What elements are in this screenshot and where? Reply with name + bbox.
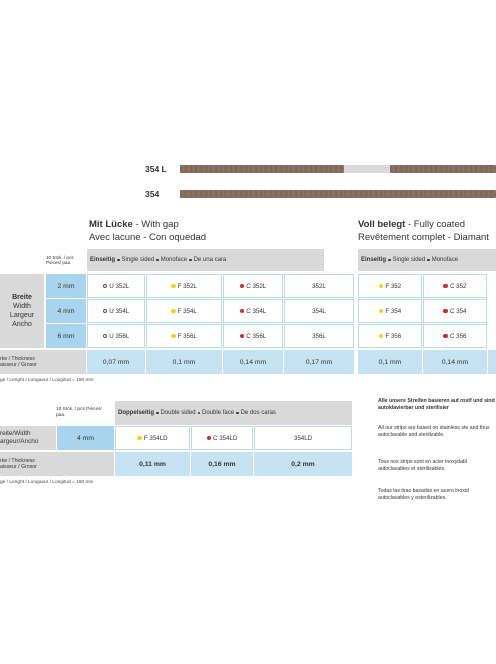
double-thickness-label: rke / Thickness aisseur / Grosor bbox=[0, 452, 114, 476]
double-thickness-02: 0,2 mm bbox=[254, 452, 352, 476]
info-es: Todas las tiras basadas en acero inoxid autoclavables y esterilizables. bbox=[378, 488, 469, 501]
strip-354l-label: 354 L bbox=[145, 164, 167, 174]
cell-354l: 354L bbox=[284, 299, 354, 323]
cell-c356: C 356 bbox=[423, 324, 487, 348]
coated-section-title: Voll belegt - Fully coated bbox=[358, 219, 466, 230]
cell-352l: 352L bbox=[284, 274, 354, 298]
info-en: All our strips are based on stainless ste and thus autoclavable and sterilizable. bbox=[378, 425, 490, 438]
double-header: Doppelseitig Double sided Double face De dos caras bbox=[115, 401, 352, 425]
size-6mm: 6 mm bbox=[46, 324, 86, 348]
thickness-007: 0,07 mm bbox=[87, 350, 145, 374]
width-label: Breite Width Largeur Ancho bbox=[0, 274, 44, 348]
cell-c352l: C 352L bbox=[223, 274, 283, 298]
info-de: Alle unsere Streifen basieren auf rostf und sind autoklavierbar und sterilisier bbox=[378, 398, 495, 411]
cell-f354ld: F 354LD bbox=[115, 426, 190, 450]
coated-header: Einseitig Single sided Monoface bbox=[358, 249, 496, 271]
thickness-01: 0,1 mm bbox=[146, 350, 222, 374]
cell-u354l: U 354L bbox=[87, 299, 145, 323]
strip-354l bbox=[180, 165, 344, 173]
gap-section-subtitle: Avec lacune - Con oquedad bbox=[89, 232, 207, 243]
cell-f356: F 356 bbox=[358, 324, 422, 348]
size-4mm: 4 mm bbox=[46, 299, 86, 323]
coated-thickness-edge bbox=[488, 350, 496, 374]
thickness-017: 0,17 mm bbox=[284, 350, 354, 374]
cell-f356l: F 356L bbox=[146, 324, 222, 348]
cell-c352: C 352 bbox=[423, 274, 487, 298]
cell-u352l: U 352L bbox=[87, 274, 145, 298]
pcs-label: 10 Stck. / pcs Pièces/ paa. bbox=[46, 249, 86, 271]
info-fr: Tous nos strips sont en acier inoxydabl autoclavables et stérilisables. bbox=[378, 459, 468, 472]
strip-354l-end bbox=[390, 165, 496, 173]
cell-f354l: F 354L bbox=[146, 299, 222, 323]
double-thickness-011: 0,11 mm bbox=[115, 452, 190, 476]
double-pcs-label: 10 Stck. / pcs Pièces/ paa. bbox=[56, 401, 111, 425]
gap-header: Einseitig Single sided Monoface De una cara bbox=[87, 249, 324, 271]
strip-354-label: 354 bbox=[145, 189, 160, 199]
thickness-014: 0,14 mm bbox=[223, 350, 283, 374]
cell-f352: F 352 bbox=[358, 274, 422, 298]
coated-section-subtitle: Revêtement complet - Diamant bbox=[358, 232, 489, 243]
cell-f352l: F 352L bbox=[146, 274, 222, 298]
coated-thickness-014: 0,14 mm bbox=[423, 350, 487, 374]
strip-354 bbox=[180, 190, 496, 198]
coated-thickness-01: 0,1 mm bbox=[358, 350, 422, 374]
strip-354l-gap bbox=[344, 165, 390, 173]
thickness-label: rke / Thickness aisseur / Grosor bbox=[0, 350, 86, 374]
size-2mm: 2 mm bbox=[46, 274, 86, 298]
length-note: ge / Lenght / Longueur / Longitud = 150 mm bbox=[0, 378, 94, 383]
cell-c354ld: C 354LD bbox=[191, 426, 253, 450]
cell-c354: C 354 bbox=[423, 299, 487, 323]
cell-356l: 356L bbox=[284, 324, 354, 348]
cell-u356l: U 356L bbox=[87, 324, 145, 348]
cell-f354: F 354 bbox=[358, 299, 422, 323]
double-size: 4 mm bbox=[57, 426, 114, 450]
gap-section-title: Mit Lücke - With gap bbox=[89, 219, 179, 230]
double-thickness-016: 0,16 mm bbox=[191, 452, 253, 476]
double-length-note: ge / Lenght / Longueur / Longitud = 150 mm bbox=[0, 480, 94, 485]
double-width-label: reite/Width argeur/Ancho bbox=[0, 426, 56, 450]
cell-c354l: C 354L bbox=[223, 299, 283, 323]
cell-354ld: 354LD bbox=[254, 426, 352, 450]
cell-c356l: C 356L bbox=[223, 324, 283, 348]
